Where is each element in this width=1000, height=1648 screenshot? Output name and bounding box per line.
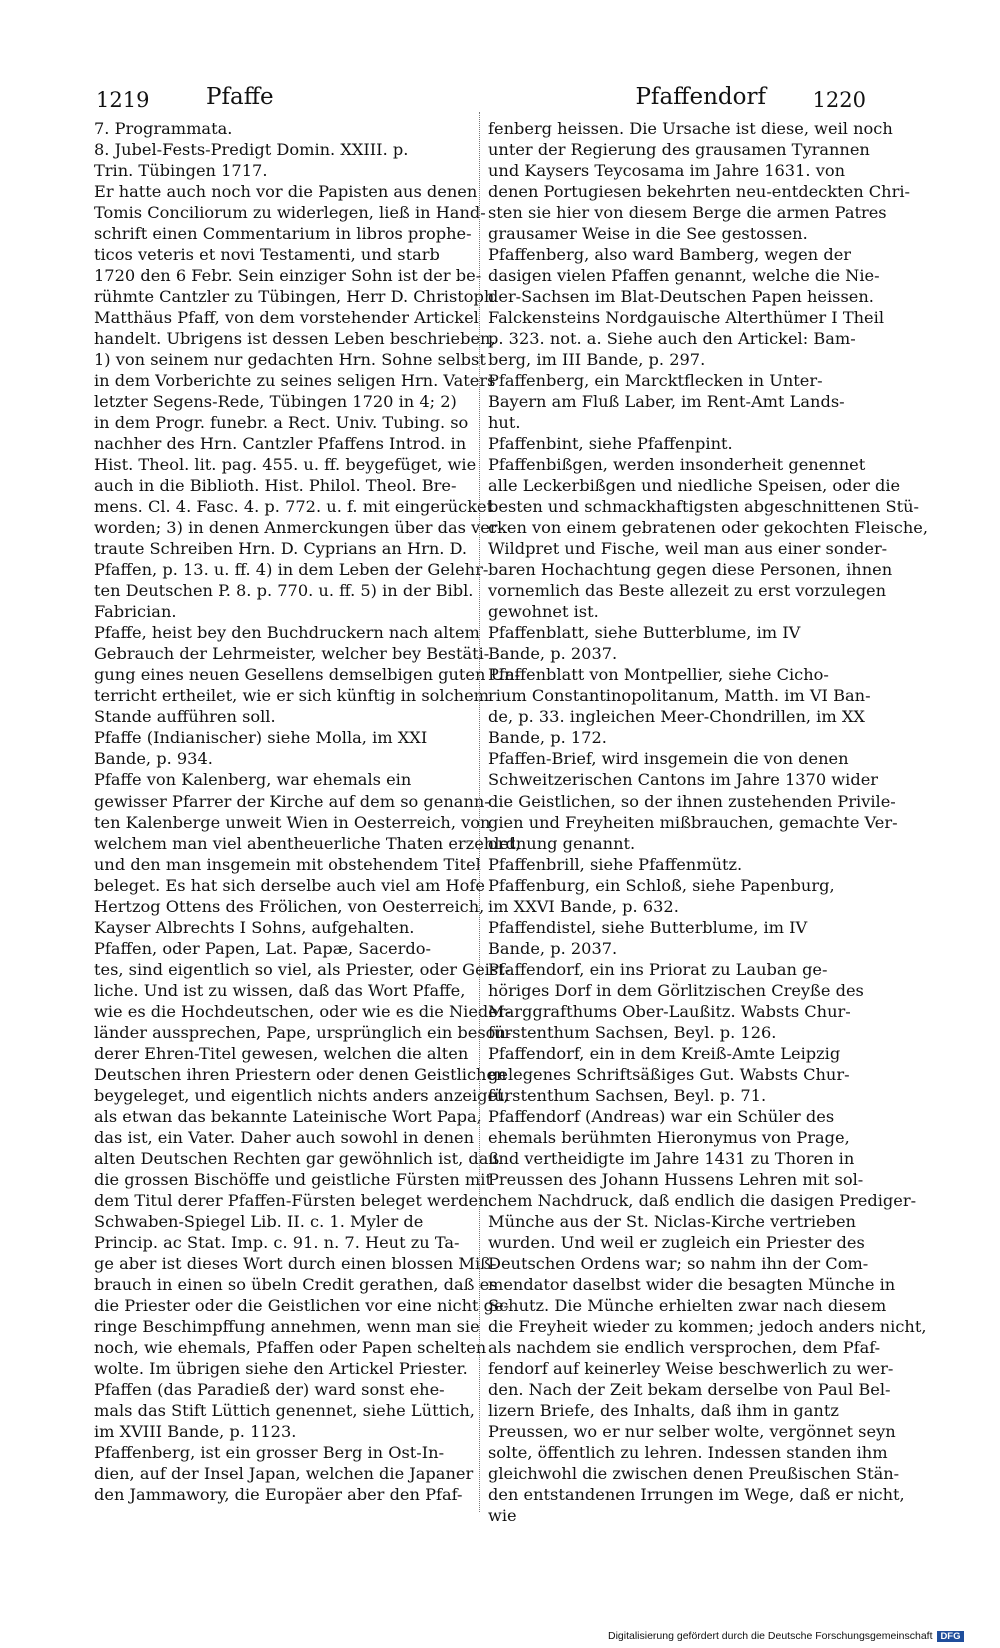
text-line: Bande, p. 934.: [94, 749, 213, 769]
text-line: mals das Stift Lüttich genennet, siehe Lüttich,: [94, 1400, 475, 1420]
text-line: Pfaffenberg, ist ein grosser Berg in Ost-In-: [94, 1442, 445, 1462]
text-line: gelegenes Schriftsäßiges Gut. Wabsts Chur-: [488, 1064, 850, 1084]
text-line: Bande, p. 2037.: [488, 938, 618, 958]
text-line: unter der Regierung des grausamen Tyrannen: [488, 140, 870, 160]
text-line: Pfaffenberg, ein Marcktflecken in Unter-: [488, 371, 823, 391]
text-line: sten sie hier von diesem Berge die armen Patres: [488, 203, 887, 223]
text-line: brauch in einen so übeln Credit gerathen, daß es: [94, 1274, 498, 1294]
left-column-number: 1219: [96, 88, 150, 112]
text-line: im XXVI Bande, p. 632.: [488, 896, 679, 916]
text-line: gung eines neuen Gesellens demselbigen guten Un-: [94, 665, 521, 685]
text-line: tes, sind eigentlich so viel, als Priester, oder Geist-: [94, 959, 511, 979]
right-running-keyword: Pfaffendorf: [635, 84, 766, 110]
text-line: liche. Und ist zu wissen, daß das Wort Pfaffe,: [94, 980, 466, 1000]
text-line: in dem Vorberichte zu seines seligen Hrn. Vaters: [94, 371, 496, 391]
text-line: ge aber ist dieses Wort durch einen blossen Miß-: [94, 1253, 497, 1273]
text-line: 7. Programmata.: [94, 119, 233, 138]
text-line: Gebrauch der Lehrmeister, welcher bey Bestäti-: [94, 644, 490, 664]
text-line: und vertheidigte im Jahre 1431 zu Thoren in: [488, 1148, 855, 1168]
text-line: als etwan das bekannte Lateinische Wort Papa,: [94, 1106, 482, 1126]
right-text-column: [488, 118, 929, 1526]
text-line: Schwaben-Spiegel Lib. II. c. 1. Myler de: [94, 1211, 424, 1231]
text-line: beleget. Es hat sich derselbe auch viel am Hofe: [94, 875, 485, 895]
text-line: gewisser Pfarrer der Kirche auf dem so genann-: [94, 791, 490, 811]
text-line: Kayser Albrechts I Sohns, aufgehalten.: [94, 917, 415, 937]
text-line: wie: [488, 1506, 517, 1526]
text-line: derer Ehren-Titel gewesen, welchen die alten: [94, 1043, 469, 1063]
text-line: rium Constantinopolitanum, Matth. im VI Ban-: [488, 686, 871, 706]
text-line: fenberg heissen. Die Ursache ist diese, weil noch: [488, 119, 893, 138]
text-line: nachher des Hrn. Cantzler Pfaffens Introd. in: [94, 434, 467, 454]
text-line: Falckensteins Nordgauische Alterthümer I Theil: [488, 308, 884, 328]
text-line: letzter Segens-Rede, Tübingen 1720 in 4; 2): [94, 392, 457, 412]
text-line: länder aussprechen, Pape, ursprünglich ein beson-: [94, 1022, 512, 1042]
text-line: Pfaffenbißgen, werden insonderheit genennet: [488, 455, 866, 475]
dfg-logo: DFG: [937, 1631, 963, 1642]
text-line: terricht ertheilet, wie er sich künftig in solchem: [94, 686, 490, 706]
text-line: alle Leckerbißgen und niedliche Speisen, oder die: [488, 476, 901, 496]
text-line: Pfaffenblatt, siehe Butterblume, im IV: [488, 623, 801, 643]
text-line: die Priester oder die Geistlichen vor eine nicht ge-: [94, 1295, 510, 1315]
column-divider: [479, 112, 480, 1512]
text-line: Pfaffendorf, ein in dem Kreiß-Amte Leipzig: [488, 1043, 841, 1063]
text-line: den. Nach der Zeit bekam derselbe von Paul Bel-: [488, 1379, 891, 1399]
text-line: alten Deutschen Rechten gar gewöhnlich ist, daß: [94, 1148, 500, 1168]
text-line: in dem Progr. funebr. a Rect. Univ. Tubing. so: [94, 413, 469, 433]
text-line: lizern Briefe, des Inhalts, daß ihm in gantz: [488, 1400, 839, 1420]
text-line: Pfaffen-Brief, wird insgemein die von denen: [488, 749, 849, 769]
text-line: solte, öffentlich zu lehren. Indessen standen ihm: [488, 1442, 888, 1462]
text-line: baren Hochachtung gegen diese Personen, ihnen: [488, 560, 893, 580]
text-line: Münche aus der St. Niclas-Kirche vertrieben: [488, 1211, 856, 1231]
text-line: im XVIII Bande, p. 1123.: [94, 1421, 297, 1441]
text-line: Pfaffenbrill, siehe Pfaffenmütz.: [488, 854, 743, 874]
text-line: Pfaffendistel, siehe Butterblume, im IV: [488, 917, 808, 937]
digitization-credit: [608, 1630, 1000, 1648]
text-line: höriges Dorf in dem Görlitzischen Creyße des: [488, 980, 864, 1000]
text-line: ehemals berühmten Hieronymus von Prage,: [488, 1127, 850, 1147]
text-line: Wildpret und Fische, weil man aus einer sonder-: [488, 539, 888, 559]
text-line: Fabrician.: [94, 602, 177, 622]
text-line: schrift einen Commentarium in libros prophe-: [94, 224, 472, 244]
text-line: Pfaffendorf (Andreas) war ein Schüler des: [488, 1106, 835, 1126]
text-line: und den man insgemein mit obstehendem Titel: [94, 854, 481, 874]
text-line: Pfaffen (das Paradieß der) ward sonst ehe-: [94, 1379, 445, 1399]
text-line: vornemlich das Beste allezeit zu erst vorzulegen: [488, 581, 887, 601]
text-line: das ist, ein Vater. Daher auch sowohl in denen: [94, 1127, 475, 1147]
text-line: die Geistlichen, so der ihnen zustehenden Privile-: [488, 791, 896, 811]
text-line: dasigen vielen Pfaffen genannt, welche die Nie-: [488, 266, 880, 286]
text-line: ordnung genannt.: [488, 833, 636, 853]
text-line: dien, auf der Insel Japan, welchen die Japaner: [94, 1464, 474, 1483]
text-line: Princip. ac Stat. Imp. c. 91. n. 7. Heut zu Ta-: [94, 1232, 460, 1252]
left-running-keyword: Pfaffe: [206, 84, 274, 110]
right-column-number: 1220: [812, 88, 866, 112]
text-line: wurden. Und weil er zugleich ein Priester des: [488, 1232, 865, 1252]
text-line: Schutz. Die Münche erhielten zwar nach diesem: [488, 1295, 887, 1315]
text-line: den entstandenen Irrungen im Wege, daß er nicht,: [488, 1485, 905, 1505]
text-line: die grossen Bischöffe und geistliche Fürsten mit: [94, 1169, 492, 1189]
text-line: worden; 3) in denen Anmerckungen über das ver-: [94, 518, 504, 538]
text-line: Pfaffenburg, ein Schloß, siehe Papenburg,: [488, 875, 835, 895]
text-line: wolte. Im übrigen siehe den Artickel Priester.: [94, 1358, 468, 1378]
text-line: Bayern am Fluß Laber, im Rent-Amt Lands-: [488, 392, 845, 412]
text-line: die Freyheit wieder zu kommen; jedoch anders nicht,: [488, 1316, 927, 1336]
text-line: Pfaffen, p. 13. u. ff. 4) in dem Leben der Gelehr-: [94, 560, 489, 580]
text-line: Preussen des Johann Hussens Lehren mit sol-: [488, 1169, 864, 1189]
text-line: Pfaffendorf, ein ins Priorat zu Lauban ge-: [488, 959, 828, 979]
text-line: wie es die Hochdeutschen, oder wie es die Nieder-: [94, 1001, 512, 1021]
text-line: Preussen, wo er nur selber wolte, vergönnet seyn: [488, 1421, 896, 1441]
text-line: ten Kalenberge unweit Wien in Oesterreich, von: [94, 812, 491, 832]
text-line: Pfaffen, oder Papen, Lat. Papæ, Sacerdo-: [94, 938, 431, 958]
text-line: gien und Freyheiten mißbrauchen, gemachte Ver-: [488, 812, 898, 832]
text-line: p. 323. not. a. Siehe auch den Artickel: Bam-: [488, 329, 856, 349]
text-line: Trin. Tübingen 1717.: [94, 161, 268, 181]
text-line: beygeleget, und eigentlich nichts anders anzeiget,: [94, 1085, 509, 1105]
text-line: gleichwohl die zwischen denen Preußischen Stän-: [488, 1464, 900, 1483]
text-line: Pfaffenbint, siehe Pfaffenpint.: [488, 434, 733, 454]
text-line: Pfaffe von Kalenberg, war ehemals ein: [94, 770, 412, 790]
text-line: ringe Beschimpffung annehmen, wenn man sie: [94, 1316, 480, 1336]
text-line: chem Nachdruck, daß endlich die dasigen Prediger-: [488, 1190, 917, 1210]
text-line: cken von einem gebratenen oder gekochten Fleische,: [488, 518, 929, 538]
text-line: dem Titul derer Pfaffen-Fürsten beleget werden.: [94, 1190, 494, 1210]
text-line: berg, im III Bande, p. 297.: [488, 350, 706, 370]
text-line: Pfaffenblatt von Montpellier, siehe Cicho-: [488, 665, 829, 685]
text-line: mens. Cl. 4. Fasc. 4. p. 772. u. f. mit eingerücket: [94, 497, 494, 517]
text-line: fürstenthum Sachsen, Beyl. p. 126.: [488, 1022, 777, 1042]
text-line: Matthäus Pfaff, von dem vorstehender Artickel: [94, 308, 479, 328]
text-line: Hist. Theol. lit. pag. 455. u. ff. beygefüget, wie: [94, 455, 477, 475]
text-line: rühmte Cantzler zu Tübingen, Herr D. Christoph: [94, 287, 495, 307]
text-line: besten und schmackhaftigsten abgeschnittenen Stü-: [488, 497, 920, 517]
text-line: 1720 den 6 Febr. Sein einziger Sohn ist der be-: [94, 266, 482, 286]
text-line: und Kaysers Teycosama im Jahre 1631. von: [488, 161, 846, 181]
text-line: Er hatte auch noch vor die Papisten aus denen: [94, 182, 478, 202]
text-line: Deutschen Ordens war; so nahm ihn der Com-: [488, 1253, 869, 1273]
text-line: ten Deutschen P. 8. p. 770. u. ff. 5) in der Bibl.: [94, 581, 474, 601]
text-line: Pfaffe, heist bey den Buchdruckern nach altem: [94, 623, 480, 643]
text-line: Hertzog Ottens des Frölichen, von Oesterreich,: [94, 896, 485, 916]
text-line: Stande aufführen soll.: [94, 707, 276, 727]
text-line: noch, wie ehemals, Pfaffen oder Papen schelten: [94, 1337, 487, 1357]
text-line: hut.: [488, 413, 521, 433]
text-line: Deutschen ihren Priestern oder denen Geistlichen: [94, 1064, 507, 1084]
text-line: ticos veteris et novi Testamenti, und starb: [94, 245, 440, 265]
text-line: denen Portugiesen bekehrten neu-entdeckten Chri-: [488, 182, 910, 202]
text-line: gewohnet ist.: [488, 602, 599, 622]
credit-text: Digitalisierung gefördert durch die Deutsche Forschungsgemeinschaft: [608, 1630, 933, 1642]
text-line: Marggrafthums Ober-Laußitz. Wabsts Chur-: [488, 1001, 851, 1021]
text-line: traute Schreiben Hrn. D. Cyprians an Hrn. D.: [94, 539, 468, 559]
text-line: als nachdem sie endlich versprochen, dem Pfaf-: [488, 1337, 881, 1357]
text-line: grausamer Weise in die See gestossen.: [488, 224, 808, 244]
text-line: de, p. 33. ingleichen Meer-Chondrillen, im XX: [488, 707, 865, 727]
text-line: Pfaffe (Indianischer) siehe Molla, im XXI: [94, 728, 428, 748]
text-line: handelt. Ubrigens ist dessen Leben beschrieben,: [94, 329, 496, 349]
text-line: Bande, p. 172.: [488, 728, 607, 748]
text-line: 8. Jubel-Fests-Predigt Domin. XXIII. p.: [94, 140, 409, 160]
text-line: Tomis Conciliorum zu widerlegen, ließ in Hand-: [94, 203, 486, 223]
text-line: der-Sachsen im Blat-Deutschen Papen heissen.: [488, 287, 874, 307]
running-header: [96, 84, 866, 118]
text-line: den Jammawory, die Europäer aber den Pfaf-: [94, 1485, 463, 1505]
text-line: fürstenthum Sachsen, Beyl. p. 71.: [488, 1085, 767, 1105]
text-line: Pfaffenberg, also ward Bamberg, wegen der: [488, 245, 852, 265]
text-line: welchem man viel abentheuerliche Thaten erzehlet,: [94, 833, 521, 853]
text-line: mendator daselbst wider die besagten Münche in: [488, 1274, 896, 1294]
text-line: 1) von seinem nur gedachten Hrn. Sohne selbst: [94, 350, 486, 370]
text-line: Schweitzerischen Cantons im Jahre 1370 wider: [488, 770, 879, 790]
text-line: auch in die Biblioth. Hist. Philol. Theol. Bre-: [94, 476, 457, 496]
text-line: Bande, p. 2037.: [488, 644, 618, 664]
text-line: fendorf auf keinerley Weise beschwerlich zu wer-: [488, 1358, 894, 1378]
